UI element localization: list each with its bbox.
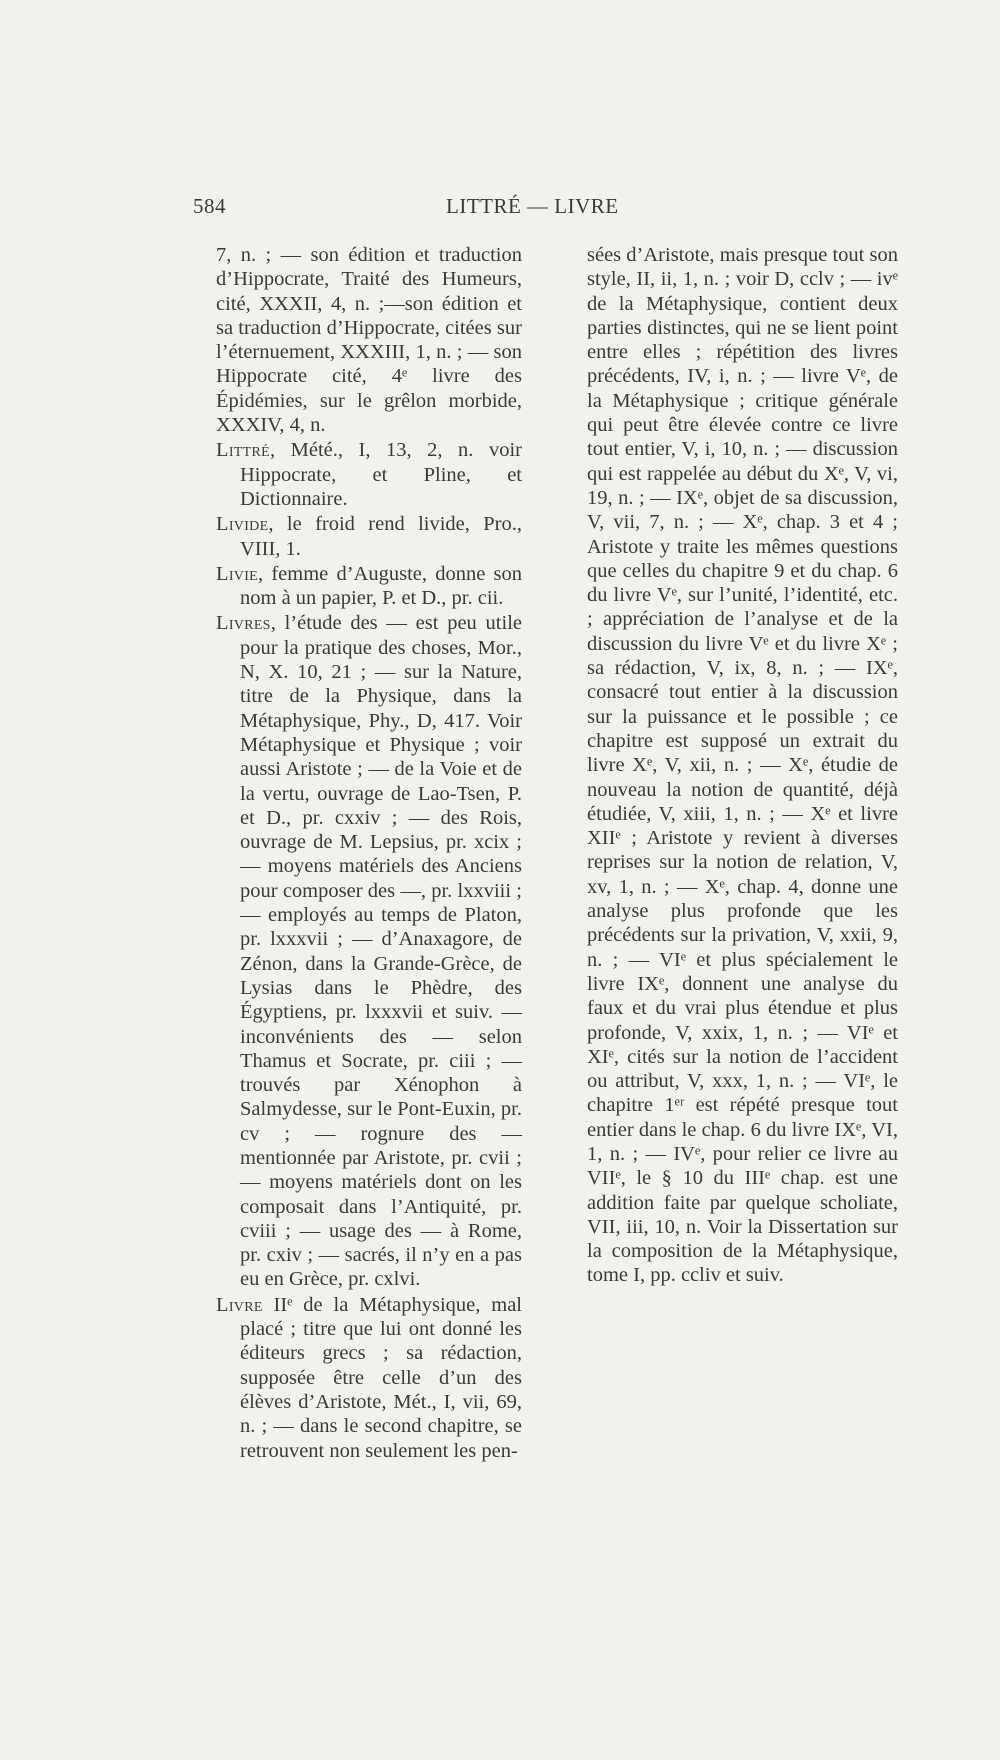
page-header (0, 194, 1000, 224)
index-entry (216, 512, 522, 561)
index-entry-continuation (587, 243, 898, 1288)
entry-text: , l’étude des — est peu utile pour la pratique des choses, Mor., N, X. 10, 21 ; — sur la Nature, titre de la Physique, dans la Métaphysique, Phy., D, 417. Voir Métaphysique et Physique ; voir aussi Aristote ; — de la Voie et de la vertu, ouvrage de Lao-Tsen, P. et D., pr. cxxiv ; — des Rois, ouvrage de M. Lepsius, pr. xcix ; — moyens matériels des Anciens pour composer des —, pr. lxxviii ; — employés au temps de Platon, pr. lxxxvii ; — d’Anaxagore, de Zénon, dans la Grande-Grèce, de Lysias dans le Phèdre, des Égyptiens, pr. lxxxvii et suiv. — inconvénients des — selon Thamus et Socrate, pr. ciii ; — trouvés par Xénophon à Salmydesse, sur le Pont-Euxin, pr. cv ; — rognure des — mentionnée par Aristote, pr. cvii ; — moyens matériels dont on les composait dans l’Antiquité, pr. cviii ; — usage des — à Rome, pr. cxiv ; — sacrés, il n’y en a pas eu en Grèce, pr. cxlvi. (240, 612, 522, 1291)
entry-headword: Livre (216, 1293, 263, 1316)
entry-text: , femme d’Auguste, donne son nom à un papier, P. et D., pr. cii. (240, 562, 522, 610)
index-entry (216, 438, 522, 511)
index-entry (216, 1293, 522, 1463)
entry-headword: Livie (216, 562, 259, 585)
entry-text: IIᵉ de la Métaphysique, mal placé ; titre que lui ont donné les éditeurs grecs ; sa rédaction, supposée être celle d’un des élèves d’Aristote, Mét., I, vii, 69, n. ; — dans le second chapitre, se retrouvent non seulement les pen- (240, 1293, 522, 1462)
index-entry (216, 611, 522, 1291)
entry-headword: Littré (216, 439, 270, 462)
running-head: LITTRÉ — LIVRE (446, 194, 619, 218)
entry-headword: Livres (216, 612, 271, 635)
page-number: 584 (193, 194, 226, 218)
index-entry (216, 243, 522, 437)
left-column (216, 243, 522, 1464)
entry-headword: Livide (216, 513, 269, 536)
entry-text: 7, n. ; — son édition et traduction d’Hippocrate, Traité des Humeurs, cité, XXXII, 4, n. ;—son édition et sa traduction d’Hippocrate, citées sur l’éternuement, XXXIII, 1, n. ; — son Hippocrate cité, 4ᵉ livre des Épidémies, sur le grêlon morbide, XXXIV, 4, n. (216, 244, 522, 437)
right-column (587, 243, 898, 1289)
entry-text: , Mété., I, 13, 2, n. voir Hippocrate, et Pline, et Dictionnaire. (240, 439, 522, 510)
index-entry (216, 562, 522, 611)
entry-text: sées d’Aristote, mais presque tout son style, II, ii, 1, n. ; voir D, cclv ; — ivᵉ de la Métaphysique, contient deux parties distinctes, qui ne se lient point entre elles ; répétition des livres précédents, IV, i, n. ; — livre Vᵉ, de la Métaphysique ; critique générale qui peut être élevée contre ce livre tout entier, V, i, 10, n. ; — discussion qui est rappelée au début du Xᵉ, V, vi, 19, n. ; — IXᵉ, objet de sa discussion, V, vii, 7, n. ; — Xᵉ, chap. 3 et 4 ; Aristote y traite les mêmes questions que celles du chapitre 9 et du chap. 6 du livre Vᵉ, sur l’unité, l’identité, etc. ; appréciation de l’analyse et de la discussion du livre Vᵉ et du livre Xᵉ ; sa rédaction, V, ix, 8, n. ; — IXᵉ, consacré tout entier à la discussion sur la puissance et le possible ; ce chapitre est supposé un extrait du livre Xᵉ, V, xii, n. ; — Xᵉ, étudie de nouveau la notion de quantité, déjà étudiée, V, xiii, 1, n. ; — Xᵉ et livre XIIᵉ ; Aristote y revient à diverses reprises sur la notion de relation, V, xv, 1, n. ; — Xᵉ, chap. 4, donne une analyse plus profonde que les précédents sur la privation, V, xxii, 9, n. ; — VIᵉ et plus spécialement le livre IXᵉ, donnent une analyse du faux et du vrai plus étendue et plus profonde, V, xxix, 1, n. ; — VIᵉ et XIᵉ, cités sur la notion de l’accident ou attribut, V, xxx, 1, n. ; — VIᵉ, le chapitre 1ᵉʳ est répété presque tout entier dans le chap. 6 du livre IXᵉ, VI, 1, n. ; — IVᵉ, pour relier ce livre au VIIᵉ, le § 10 du IIIᵉ chap. est une addition faite par quelque scholiate, VII, iii, 10, n. Voir la Dissertation sur la composition de la Métaphysique, tome I, pp. ccliv et suiv. (587, 244, 898, 1287)
entry-text: , le froid rend livide, Pro., VIII, 1. (240, 513, 522, 560)
